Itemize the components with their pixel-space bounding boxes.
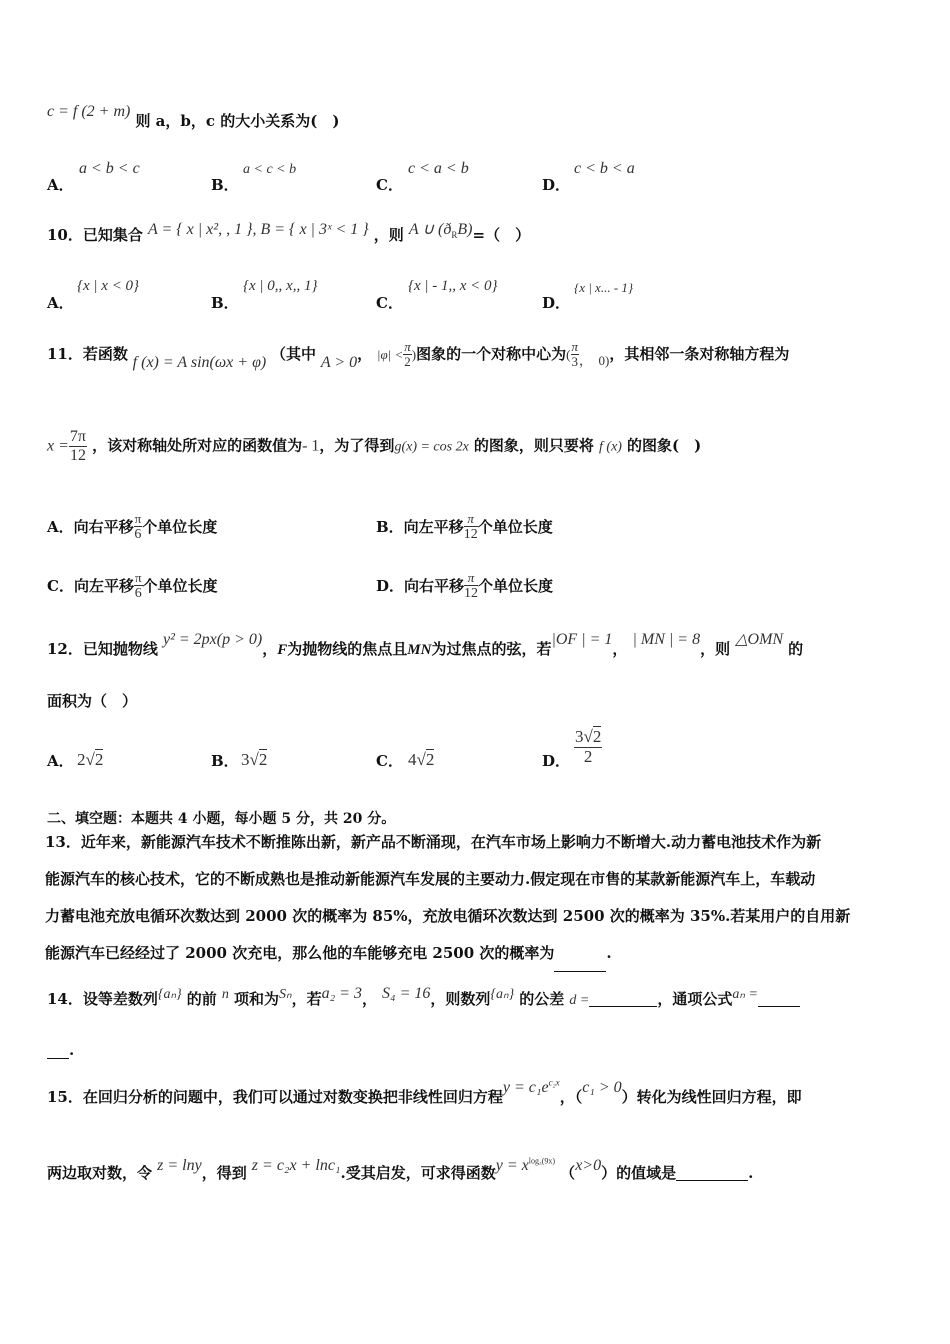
q14-n: n — [221, 987, 229, 1002]
q12-text8: 面积为（ ） — [47, 692, 138, 710]
q11-center-close: ， 0) — [579, 352, 610, 368]
q15-end: . — [748, 1164, 754, 1182]
q11-cond2: |φ| < — [376, 346, 404, 362]
q13-line-4 — [45, 935, 907, 972]
q13-answer-blank[interactable] — [554, 957, 606, 972]
q11-value: - 1 — [302, 437, 320, 455]
q10-eq: =（ ） — [472, 226, 531, 244]
q11-option-c-unit: 个单位长度 — [142, 576, 218, 595]
q12-option-a-label[interactable]: A． — [47, 752, 74, 770]
q10-option-d[interactable]: {x | x... - 1} — [574, 280, 634, 295]
q11-two: 2 — [404, 354, 411, 370]
q15-cond2: x>0 — [575, 1157, 602, 1174]
q11-pi-over-2 — [403, 340, 412, 370]
q15-text5: ，得到 — [201, 1164, 247, 1182]
q11-text5: ，该对称轴处所对应的函数值为 — [92, 436, 303, 455]
q14-end: . — [69, 1041, 75, 1059]
q12-triangle: △OMN — [735, 631, 784, 648]
q10-option-c[interactable]: {x | - 1,, x < 0} — [408, 278, 498, 294]
q12-text7: 的 — [788, 640, 804, 658]
q11-center-open: ( — [566, 346, 571, 362]
q12-stem-line2 — [47, 690, 137, 711]
q15-text6: .受其启发，可求得函数 — [340, 1164, 496, 1182]
q14-text2: 的前 — [186, 990, 217, 1008]
q11-pi: π — [404, 339, 411, 354]
q13-line-1: 13．近年来，新能源汽车技术不断推陈出新，新产品不断涌现，在汽车市场上影响力不断增大.动力蓄电池技术作为新 — [45, 833, 822, 851]
q10-sub: R — [451, 230, 458, 241]
q13-paragraph — [45, 824, 907, 972]
q15-text4: 两边取对数，令 — [47, 1164, 153, 1182]
q9-option-a-label[interactable]: A． — [47, 176, 74, 194]
q11-text2: （其中 — [271, 344, 317, 363]
q13-line-4-text: 能源汽车已经经过了 2000 次充电，那么他的车能够充电 2500 次的概率为 — [45, 944, 555, 962]
q10-option-b-label[interactable]: B． — [211, 294, 239, 312]
q11-text1: 若函数 — [82, 344, 128, 363]
q15-answer-blank[interactable] — [676, 1166, 748, 1181]
q12-MN: MN — [407, 642, 432, 658]
q13-line-3: 力蓄电池充放电循环次数达到 2000 次的概率为 85%，充放电循环次数达到 2500 次的概率为 35%.若某用户的自用新 — [45, 907, 851, 925]
q11-option-b-frac — [464, 512, 478, 543]
q11-axis-den: 12 — [69, 446, 86, 464]
q15-z2: z = c₂x + lnc₁ — [251, 1157, 341, 1174]
q10-then: ，则 — [373, 226, 404, 244]
q11-option-d-unit: 个单位长度 — [478, 576, 554, 595]
q15-text2: ，（ — [559, 1088, 583, 1106]
q9-option-d[interactable]: c < b < a — [574, 160, 635, 177]
q12-option-a[interactable]: 2√2 — [77, 750, 104, 769]
q11-number: 11． — [47, 344, 83, 363]
q11-option-c-num: π — [134, 570, 142, 585]
q12-option-c-coef: 4 — [408, 750, 417, 769]
q13-line-2: 能源汽车的核心技术，它的不断成熟也是推动新能源汽车发展的主要动力.假定现在市售的某款新能源汽车上，车载动 — [45, 870, 816, 888]
q14-an: aₙ = — [732, 987, 758, 1002]
q15-text3: ）转化为线性回归方程，即 — [621, 1088, 802, 1106]
q14-a2: a₂ = 3 — [321, 985, 362, 1002]
q11-pi-over-3 — [571, 340, 580, 370]
section-title-fill-in: 二、填空题：本题共 4 小题，每小题 5 分，共 20 分。 — [47, 811, 396, 827]
q11-text3: 图象的一个对称中心为 — [416, 344, 567, 363]
q12-F: F — [277, 642, 288, 658]
q14-d: d = — [569, 993, 590, 1008]
q12-option-b-label[interactable]: B． — [211, 752, 239, 770]
q11-option-b-label: B．向左平移 — [376, 517, 464, 536]
q14-seq-2: {aₙ} — [490, 987, 515, 1002]
q11-three: 3 — [571, 354, 578, 370]
q14-text3: 项和为 — [233, 990, 279, 1008]
q14-text8: ，通项公式 — [657, 990, 733, 1008]
q11-pi-2: π — [571, 339, 579, 354]
q11-func: f (x) = A sin(ωx + φ) — [132, 353, 267, 371]
q12-option-c[interactable]: 4√2 — [408, 750, 435, 769]
q14-general-term-blank[interactable] — [758, 992, 800, 1007]
q11-option-a[interactable] — [47, 512, 217, 543]
q12-option-d-rad: 2 — [592, 727, 602, 746]
q12-parabola: y² = 2px(p > 0) — [162, 631, 263, 648]
q14-Sn: Sₙ — [278, 987, 292, 1002]
q12-of: |OF | = 1 — [551, 631, 613, 648]
q12-stem-line1 — [47, 628, 804, 658]
q11-ffunc: f (x) — [599, 439, 622, 455]
q15-text8: ）的值域是 — [601, 1164, 677, 1182]
q9-option-c[interactable]: c < a < b — [408, 160, 469, 177]
q9-option-b-label[interactable]: B． — [211, 176, 239, 194]
q14-continuation — [47, 1040, 74, 1059]
q10-number: 10． — [47, 226, 83, 244]
q14-S4: S₄ = 16 — [382, 985, 431, 1002]
q12-option-b-coef: 3 — [241, 750, 250, 769]
q10-option-a[interactable]: {x | x < 0} — [77, 278, 140, 294]
q14-general-term-blank-cont[interactable] — [47, 1044, 69, 1059]
q12-number: 12． — [47, 640, 83, 658]
q14-text6: ，则数列 — [430, 990, 491, 1008]
q14-seq: {aₙ} — [157, 987, 182, 1002]
q12-text1: 已知抛物线 — [82, 640, 158, 658]
q11-option-a-num: π — [134, 511, 142, 526]
q11-option-a-frac — [134, 512, 143, 543]
q11-option-c[interactable] — [47, 571, 218, 602]
q12-option-b-rad: 2 — [258, 750, 268, 769]
q14-text7: 的公差 — [519, 990, 565, 1008]
q11-option-a-den: 6 — [134, 527, 142, 543]
q9-option-b[interactable]: a < c < b — [243, 162, 297, 177]
q14-stem — [47, 982, 800, 1008]
q12-text2: ， — [262, 640, 278, 658]
q12-options — [47, 728, 747, 778]
q9-option-d-label[interactable]: D． — [542, 176, 571, 194]
q9-formula: c = f (2 + m) — [47, 103, 131, 120]
q11-axis-lhs: x = — [47, 437, 69, 455]
q11-option-b-den: 12 — [463, 527, 478, 543]
q11-option-c-den: 6 — [134, 586, 142, 602]
q11-option-c-frac — [134, 571, 143, 602]
q10-text: 已知集合 — [82, 226, 143, 244]
q15-eq-sup: c₂x — [548, 1077, 560, 1088]
q10-set-b: , B = { x | 3ˣ < 1 } — [252, 221, 369, 238]
q15-number: 15． — [47, 1088, 83, 1106]
q11-text8: 的图象( ) — [627, 436, 702, 455]
q11-option-b-num: π — [464, 512, 478, 527]
q14-common-difference-blank[interactable] — [589, 992, 657, 1007]
q11-comma: ， — [357, 344, 373, 363]
q12-text5: ， — [612, 640, 628, 658]
q12-text4: 为过焦点的弦，若 — [431, 640, 552, 658]
q15-eq: y = c₁e — [502, 1079, 549, 1096]
q9-option-a[interactable]: a < b < c — [79, 160, 140, 177]
q15-cond: c₁ > 0 — [582, 1079, 622, 1096]
q12-option-b[interactable]: 3√2 — [241, 750, 268, 769]
q9-text: 则 a，b，c 的大小关系为( ) — [135, 112, 340, 130]
q11-text6: ，为了得到 — [319, 436, 395, 455]
q12-option-d-coef: 3 — [575, 727, 584, 746]
q10-option-b[interactable]: {x | 0,, x,, 1} — [243, 278, 318, 294]
q14-number: 14． — [47, 990, 83, 1008]
q11-option-d-num: π — [464, 571, 478, 586]
q11-option-d[interactable] — [376, 571, 553, 602]
q9-option-c-label[interactable]: C． — [376, 176, 403, 194]
q11-gfunc: g(x) = cos 2x — [394, 439, 469, 455]
q15-z: z = lny — [157, 1157, 202, 1174]
q9-stem — [47, 100, 340, 130]
q12-option-a-coef: 2 — [77, 750, 86, 769]
q11-option-a-unit: 个单位长度 — [142, 517, 218, 536]
q12-option-d[interactable]: $\frac{3√2}{2}$ — [575, 727, 602, 766]
q15-text1: 在回归分析的问题中，我们可以通过对数变换把非线性回归方程 — [82, 1088, 503, 1106]
q11-text4: ，其相邻一条对称轴方程为 — [609, 344, 790, 363]
q13-end: . — [606, 944, 612, 962]
q12-option-c-label[interactable]: C． — [376, 752, 403, 770]
q11-axis-num: 7π — [69, 428, 86, 445]
q11-stem-line2 — [47, 428, 701, 464]
q10-option-c-label[interactable]: C． — [376, 294, 403, 312]
q11-option-c-label: C．向左平移 — [47, 576, 134, 595]
q14-text5: ， — [361, 990, 377, 1008]
q12-option-c-rad: 2 — [425, 750, 435, 769]
q11-cond1: A > 0 — [320, 353, 358, 371]
q10-expr: A ∪ (ð — [408, 221, 452, 238]
q12-option-a-rad: 2 — [94, 750, 104, 769]
q11-stem-line1: 11．若函数 f (x) = A sin(ωx + φ) （其中 A > 0， |φ| < $\frac{\pi}{2}$ )图象的一个对称中心为( $\frac{\pi}{3}$ ， 0)，其相邻一条对称轴方程为 — [47, 339, 790, 371]
q11-option-b[interactable] — [376, 512, 553, 543]
q10-expr2: B) — [457, 221, 473, 238]
q12-text6: ，则 — [700, 640, 731, 658]
q14-text1: 设等差数列 — [82, 990, 158, 1008]
q11-text7: 的图象，则只要将 — [473, 436, 594, 455]
q11-option-b-unit: 个单位长度 — [477, 517, 553, 536]
q11-option-d-den: 12 — [464, 586, 479, 602]
q11-axis-frac — [69, 428, 87, 464]
q11-option-d-label: D．向右平移 — [376, 576, 465, 595]
q12-text3: 为抛物线的焦点且 — [287, 640, 408, 658]
q14-text4: ，若 — [291, 990, 322, 1008]
q10-option-d-label[interactable]: D． — [542, 294, 571, 312]
q11-option-d-frac — [464, 571, 478, 602]
q15-stem-line2 — [47, 1154, 754, 1182]
q10-set-a: A = { x | x², , 1 } — [147, 221, 253, 238]
q15-stem-line1 — [47, 1076, 802, 1106]
q15-y: y = x — [495, 1157, 529, 1174]
q15-y-sup: log₃(9x) — [528, 1156, 556, 1166]
q12-option-d-den: 2 — [583, 746, 593, 766]
q15-text7: （ — [560, 1164, 576, 1182]
q11-option-a-label: A．向右平移 — [47, 517, 134, 536]
q12-option-d-label[interactable]: D． — [542, 752, 571, 770]
q10-stem — [47, 218, 531, 244]
q10-option-a-label[interactable]: A． — [47, 294, 74, 312]
q12-mn: | MN | = 8 — [632, 631, 701, 648]
